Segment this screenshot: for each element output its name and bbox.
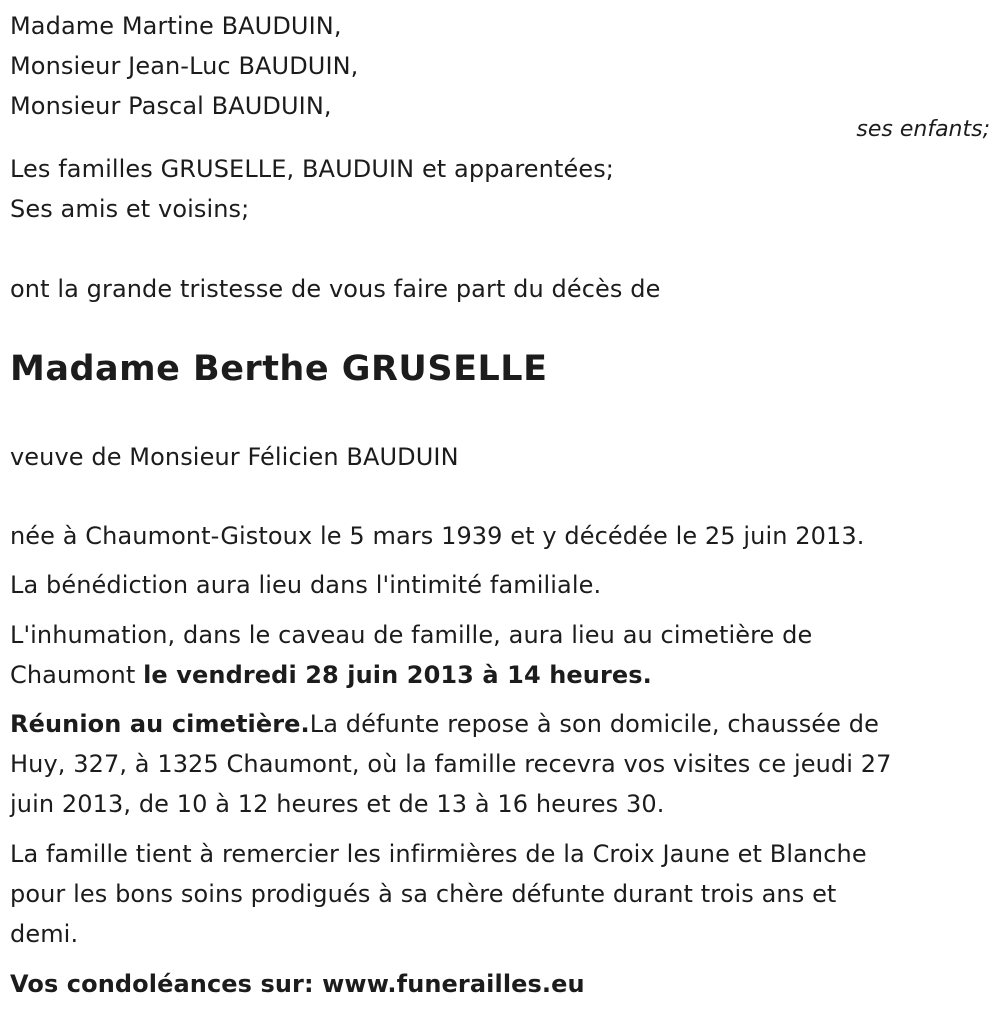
child-name-3: Monsieur Pascal BAUDUIN, (10, 92, 332, 120)
visitation-line1 (10, 704, 879, 744)
announcement-text: ont la grande tristesse de vous faire part du décès de (10, 275, 661, 303)
burial-text-line1: L'inhumation, dans le caveau de famille, aura lieu au cimetière de (10, 621, 813, 649)
burial-date: le vendredi 28 juin 2013 à 14 heures. (143, 661, 652, 689)
spouse-text: veuve de Monsieur Félicien BAUDUIN (10, 443, 459, 471)
thanks-line2: pour les bons soins prodigués à sa chère défunte durant trois ans et (10, 880, 837, 908)
thanks-line1: La famille tient à remercier les infirmières de la Croix Jaune et Blanche (10, 840, 867, 868)
condolences-link[interactable]: Vos condoléances sur: www.funerailles.eu (10, 970, 585, 998)
relatives-families: Les familles GRUSELLE, BAUDUIN et apparentées; (10, 155, 614, 183)
children-label: ses enfants; (856, 117, 990, 142)
birth-death-text: née à Chaumont-Gistoux le 5 mars 1939 et y décédée le 25 juin 2013. (10, 522, 865, 550)
deceased-name: Madame Berthe GRUSELLE (10, 349, 548, 389)
visitation-text: La défunte repose à son domicile, chaussée de (309, 710, 879, 738)
burial-text-line2 (10, 655, 652, 695)
meeting-place: Réunion au cimetière. (10, 710, 310, 738)
benediction-text: La bénédiction aura lieu dans l'intimité familiale. (10, 571, 602, 599)
obituary-notice (10, 0, 990, 1015)
child-name-1: Madame Martine BAUDUIN, (10, 12, 342, 40)
visitation-line2: Huy, 327, à 1325 Chaumont, où la famille recevra vos visites ce jeudi 27 (10, 750, 892, 778)
thanks-line3: demi. (10, 920, 79, 948)
burial-place: Chaumont (10, 661, 144, 689)
visitation-line3: juin 2013, de 10 à 12 heures et de 13 à 16 heures 30. (10, 790, 665, 818)
relatives-friends: Ses amis et voisins; (10, 195, 250, 223)
child-name-2: Monsieur Jean-Luc BAUDUIN, (10, 52, 359, 80)
